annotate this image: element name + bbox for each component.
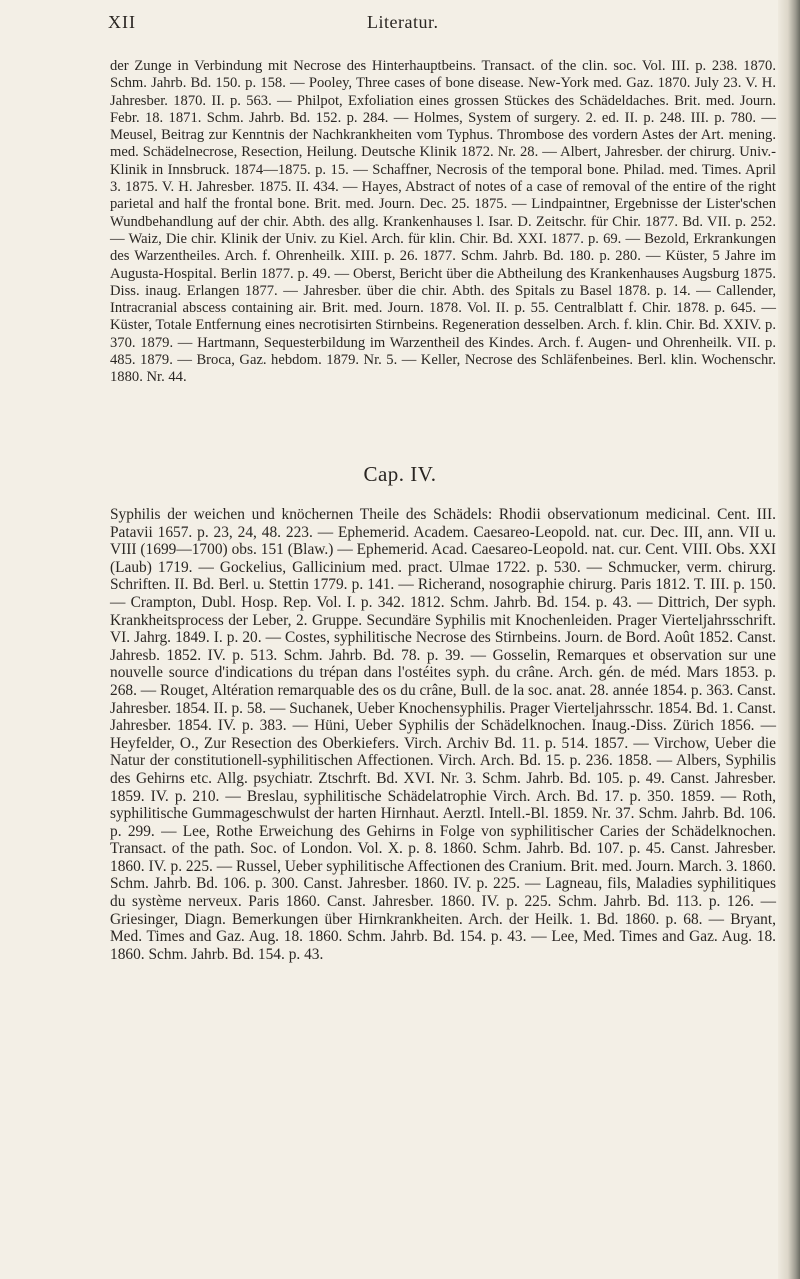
page-number: XII bbox=[108, 12, 136, 32]
running-title: Literatur. bbox=[367, 12, 439, 32]
literature-paragraph-bottom: Syphilis der weichen und knöchernen Theile des Schädels: Rhodii observationum medicinal. Cent. III. Patavii 1657. p. 23, 24, 48. 223. — Ephemerid. Academ. Caesareo-Leopold. nat. cur. Dec. III, ann. VII u. VIII (1699—1700) obs. 151 (Blaw.) — Ephemerid. Acad. Caesareo-Leopold. nat. cur. Cent. VIII. Obs. XXI (Laub) 1719. — Gockelius, Gallicinium med. pract. Ulmae 1722. p. 530. — Schmucker, verm. chirurg. Schriften. II. Bd. Berl. u. Stettin 1779. p. 141. — Richerand, nosographie chirurg. Paris 1812. T. III. p. 150. — Crampton, Dubl. Hosp. Rep. Vol. I. p. 342. 1812. Schm. Jahrb. Bd. 154. p. 43. — Dittrich, Der syph. Krankheitsprocess der Leber, 2. Gruppe. Secundäre Syphilis mit Knochenleiden. Prager Vierteljahrsschrift. VI. Jahrg. 1849. I. p. 20. — Costes, syphilitische Necrose des Stirnbeins. Journ. de Bord. Août 1852. Canst. Jahresb. 1852. IV. p. 513. Schm. Jahrb. Bd. 78. p. 39. — Gosselin, Remarques et observation sur une nouvelle source d'indications du trépan dans l'ostéites syph. du crâne. Arch. gén. de méd. Mars 1853. p. 268. — Rouget, Altération remarquable des os du crâne, Bull. de la soc. anat. 28. année 1854. p. 363. Canst. Jahresber. 1854. II. p. 58. — Suchanek, Ueber Knochensyphilis. Prager Vierteljahrsschr. 1854. Bd. 1. Canst. Jahresber. 1854. IV. p. 383. — Hüni, Ueber Syphilis der Schädelknochen. Inaug.-Diss. Zürich 1856. — Heyfelder, O., Zur Resection des Oberkiefers. Virch. Archiv Bd. 11. p. 514. 1857. — Virchow, Ueber die Natur der constitutionell-syphilitischen Affectionen. Virch. Arch. Bd. 15. p. 236. 1858. — Albers, Syphilis des Gehirns etc. Allg. psychiatr. Ztschrft. Bd. XVI. Nr. 3. Schm. Jahrb. Bd. 105. p. 49. Canst. Jahresber. 1859. IV. p. 210. — Breslau, syphilitische Schädelatrophie Virch. Arch. Bd. 17. p. 350. 1859. — Roth, syphilitische Gummageschwulst der harten Hirnhaut. Aerztl. Intell.-Bl. 1859. Nr. 37. Schm. Jahrb. Bd. 106. p. 299. — Lee, Rothe Erweichung des Gehirns in Folge von syphilitischer Caries der Schädelknochen. Transact. of the path. Soc. of London. Vol. X. p. 8. 1860. Schm. Jahrb. Bd. 107. p. 45. Canst. Jahresber. 1860. IV. p. 225. — Russel, Ueber syphilitische Affectionen des Cranium. Brit. med. Journ. March. 3. 1860. Schm. Jahrb. Bd. 106. p. 300. Canst. Jahresber. 1860. IV. p. 225. — Lagneau, fils, Maladies syphilitiques du système nerveux. Paris 1860. Canst. Jahresber. 1860. IV. p. 225. Schm. Jahrb. Bd. 113. p. 126. — Griesinger, Diagn. Bemerkungen über Hirnkrankheiten. Arch. der Heilk. 1. Bd. 1860. p. 68. — Bryant, Med. Times and Gaz. Aug. 18. 1860. Schm. Jahrb. Bd. 154. p. 43. — Lee, Med. Times and Gaz. Aug. 18. 1860. Schm. Jahrb. Bd. 154. p. 43. bbox=[110, 506, 776, 963]
chapter-heading: Cap. IV. bbox=[363, 462, 437, 486]
page-header bbox=[0, 12, 800, 36]
literature-paragraph-top: der Zunge in Verbindung mit Necrose des Hinterhauptbeins. Transact. of the clin. soc. Vol. III. p. 238. 1870. Schm. Jahrb. Bd. 150. p. 158. — Pooley, Three cases of bone disease. New-York med. Gaz. 1870. July 23. V. H. Jahresber. 1870. II. p. 563. — Philpot, Exfoliation eines grossen Stückes des Schädeldaches. Brit. med. Journ. Febr. 18. 1871. Schm. Jahrb. Bd. 152. p. 284. — Holmes, System of surgery. 2. ed. II. p. 248. III. p. 780. — Meusel, Beitrag zur Kenntnis der Nachkrankheiten vom Typhus. Thrombose des vordern Astes der Art. mening. med. Schädelnecrose, Resection, Heilung. Deutsche Klinik 1872. Nr. 28. — Albert, Jahresber. der chirurg. Univ.-Klinik in Innsbruck. 1874—1875. p. 15. — Schaffner, Necrosis of the temporal bone. Philad. med. Times. April 3. 1875. V. H. Jahresber. 1875. II. 434. — Hayes, Abstract of notes of a case of removal of the entire of the right parietal and half the frontal bone. Brit. med. Journ. Dec. 25. 1875. — Lindpaintner, Ergebnisse der Lister'schen Wundbehandlung auf der chir. Abth. des allg. Krankenhauses l. Isar. D. Zeitschr. für Chir. 1877. Bd. VII. p. 252. — Waiz, Die chir. Klinik der Univ. zu Kiel. Arch. für klin. Chir. Bd. XXI. 1877. p. 69. — Bezold, Erkrankungen des Warzentheiles. Arch. f. Ohrenheilk. XIII. p. 26. 1877. Schm. Jahrb. Bd. 180. p. 280. — Küster, 5 Jahre im Augusta-Hospital. Berlin 1877. p. 49. — Oberst, Bericht über die Abtheilung des Krankenhauses Augsburg 1875. Diss. inaug. Erlangen 1877. — Jahresber. über die chir. Abth. des Spitals zu Basel 1878. p. 14. — Callender, Intracranial abscess containing air. Brit. med. Journ. 1878. Vol. II. p. 55. Centralblatt f. Chir. 1878. p. 645. — Küster, Totale Entfernung eines necrotisirten Stirnbeins. Regeneration desselben. Arch. f. klin. Chir. Bd. XXIV. p. 370. 1879. — Hartmann, Sequesterbildung im Warzentheil des Kindes. Arch. f. Augen- und Ohrenheilk. VII. p. 485. 1879. — Broca, Gaz. hebdom. 1879. Nr. 5. — Keller, Necrose des Schläfenbeines. Berl. klin. Wochenschr. 1880. Nr. 44. bbox=[110, 58, 776, 386]
page-edge-shadow bbox=[778, 0, 800, 1279]
